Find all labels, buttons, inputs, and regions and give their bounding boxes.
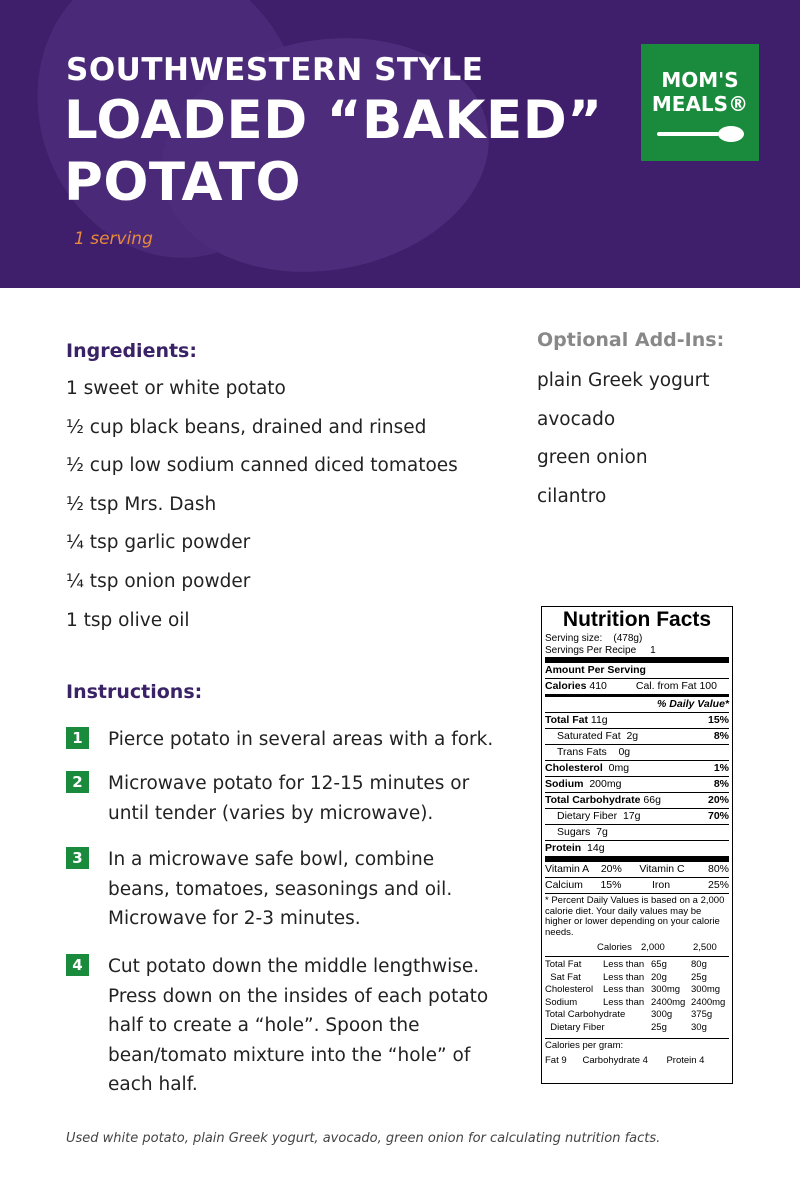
ref-cell: 300mg xyxy=(691,984,721,995)
daily-value-label: % Daily Value* xyxy=(657,698,729,710)
nutrition-title: Nutrition Facts xyxy=(562,608,712,631)
total-fat-value: 11g xyxy=(590,714,608,726)
reference-row xyxy=(545,1022,729,1035)
ref-cell: 20g xyxy=(651,971,667,983)
nutrition-basis-footnote: Used white potato, plain Greek yogurt, avocado, green onion for calculating nutrition facts. xyxy=(66,1131,661,1146)
ref-cell: 2400mg xyxy=(691,996,726,1008)
step-text: Cut potato down the middle lengthwise. Press down on the insides of each potato half to create a “hole”. Spoon the bean/tomato mixture into the “hole” of each half. xyxy=(108,956,489,1095)
recipe-subtitle: SOUTHWESTERN STYLE xyxy=(66,52,484,88)
sat-fat-dv: 8% xyxy=(713,730,729,742)
addins-heading: Optional Add-Ins: xyxy=(537,329,725,351)
fiber-label: Dietary Fiber xyxy=(557,810,618,822)
ref-cell: 65g xyxy=(651,959,667,970)
serving-size-label: Serving size: xyxy=(545,633,603,644)
vitamin-c-label: Vitamin C xyxy=(639,863,685,875)
step-number-badge: 3 xyxy=(66,847,89,869)
spoon-icon xyxy=(655,124,745,144)
addins-list xyxy=(537,362,709,516)
instructions-heading: Instructions: xyxy=(66,681,203,703)
sodium-dv: 8% xyxy=(713,778,729,790)
calcium-value: 15% xyxy=(600,879,622,891)
total-fat-dv: 15% xyxy=(707,714,729,726)
servings-value: 1 xyxy=(650,645,656,656)
ingredient-item: 1 tsp olive oil xyxy=(66,609,190,631)
servings-label: Servings Per Recipe xyxy=(545,645,637,656)
serving-count: 1 serving xyxy=(74,229,153,249)
cholesterol-row xyxy=(545,760,729,776)
ref-cell: Less than xyxy=(603,971,645,983)
carb-value: 66g xyxy=(643,794,661,806)
recipe-header xyxy=(0,0,800,288)
ref-header-cell: 2,000 xyxy=(641,942,665,953)
vitamin-a-value: 20% xyxy=(600,863,622,875)
calories-value: 410 xyxy=(589,680,607,692)
ref-cell: 2400mg xyxy=(651,996,686,1008)
step-text: In a microwave safe bowl, combine beans, tomatoes, seasonings and oil. Microwave for 2-3 minutes. xyxy=(108,849,453,929)
total-fat-row xyxy=(545,712,729,728)
logo-text-line1: MOM'S xyxy=(661,68,739,92)
reference-table xyxy=(545,956,729,1034)
ingredients-list xyxy=(66,370,458,640)
ingredient-item: ½ cup low sodium canned diced tomatoes xyxy=(66,455,458,477)
ref-cell: Sodium xyxy=(545,996,578,1008)
moms-meals-logo xyxy=(641,44,759,161)
carb-dv: 20% xyxy=(707,794,729,806)
total-fat-label: Total Fat xyxy=(545,714,588,726)
reference-row xyxy=(545,1009,729,1022)
reference-row xyxy=(545,984,729,997)
fiber-value: 17g xyxy=(622,810,641,822)
sugars-value: 7g xyxy=(596,826,608,838)
trans-fat-label: Trans Fats xyxy=(557,746,607,758)
reference-header-row xyxy=(545,940,729,956)
cholesterol-dv: 1% xyxy=(713,762,729,774)
protein-value: 14g xyxy=(587,842,605,854)
cholesterol-value: 0mg xyxy=(608,762,630,774)
protein-label: Protein xyxy=(545,842,582,854)
cholesterol-label: Cholesterol xyxy=(545,762,603,774)
step-number-badge: 4 xyxy=(66,954,89,976)
protein-row xyxy=(545,840,729,856)
sodium-row xyxy=(545,776,729,792)
recipe-title-line1: LOADED “BAKED” xyxy=(64,90,603,151)
ref-cell: Total Carbohydrate xyxy=(545,1009,626,1020)
logo-text-line2: MEALS® xyxy=(651,92,749,116)
step-number-badge: 1 xyxy=(66,727,89,749)
vitamin-c-value: 80% xyxy=(707,863,729,875)
calories-per-gram-values: Fat 9 Carbohydrate 4 Protein 4 xyxy=(545,1054,705,1066)
iron-label: Iron xyxy=(651,879,671,891)
ref-cell: 80g xyxy=(691,959,707,970)
calories-label: Calories xyxy=(545,680,587,692)
iron-value: 25% xyxy=(707,879,729,891)
fiber-dv: 70% xyxy=(707,810,729,822)
ref-cell: 375g xyxy=(691,1009,713,1020)
trans-fat-row xyxy=(545,744,729,760)
ref-cell: Total Fat xyxy=(545,959,582,970)
carb-row xyxy=(545,792,729,808)
ref-cell: 300g xyxy=(651,1009,673,1020)
ref-cell: 25g xyxy=(691,971,707,983)
ingredient-item: ¼ tsp onion powder xyxy=(66,570,251,592)
addin-item: avocado xyxy=(537,408,616,430)
cal-fat-value: 100 xyxy=(699,680,717,692)
ref-header-cell xyxy=(545,940,597,956)
ingredient-item: ¼ tsp garlic powder xyxy=(66,532,251,554)
ingredient-item: ½ tsp Mrs. Dash xyxy=(66,493,217,515)
recipe-title-line2: POTATO xyxy=(64,152,302,213)
reference-row xyxy=(545,972,729,985)
sugars-label: Sugars xyxy=(557,826,591,838)
sugars-row xyxy=(545,824,729,840)
sat-fat-value: 2g xyxy=(626,730,639,742)
step-text: Microwave potato for 12-15 minutes or until tender (varies by microwave). xyxy=(108,773,470,824)
ref-cell: 30g xyxy=(691,1021,707,1033)
trans-fat-value: 0g xyxy=(618,746,631,758)
step-text: Pierce potato in several areas with a fork. xyxy=(108,729,494,750)
vitamin-a-label: Vitamin A xyxy=(545,863,590,875)
calcium-label: Calcium xyxy=(545,879,583,891)
addin-item: green onion xyxy=(537,447,648,469)
carb-label: Total Carbohydrate xyxy=(545,794,641,806)
reference-row xyxy=(545,959,729,972)
ingredient-item: ½ cup black beans, drained and rinsed xyxy=(66,416,427,438)
addin-item: cilantro xyxy=(537,485,607,507)
ref-cell: 300mg xyxy=(651,984,681,995)
serving-size-value: (478g) xyxy=(613,633,643,644)
ref-cell: 25g xyxy=(651,1021,667,1033)
amount-row xyxy=(545,657,729,678)
daily-value-footnote: * Percent Daily Values is based on a 2,000 calorie diet. Your daily values may be higher or lower depending on your calorie needs. xyxy=(545,893,729,940)
nutrition-facts-label xyxy=(541,606,733,1084)
reference-row xyxy=(545,997,729,1010)
calories-per-gram-label: Calories per gram: xyxy=(545,1038,729,1054)
mineral-row xyxy=(545,877,729,893)
servings-row xyxy=(545,645,729,657)
ref-cell: Less than xyxy=(603,996,645,1008)
sodium-value: 200mg xyxy=(589,778,622,790)
addin-item: plain Greek yogurt xyxy=(537,370,710,391)
ref-cell: Less than xyxy=(603,984,645,995)
sodium-label: Sodium xyxy=(545,778,584,790)
sat-fat-label: Saturated Fat xyxy=(557,730,621,742)
ref-cell: Sat Fat xyxy=(545,971,581,983)
serving-size-row xyxy=(545,633,729,645)
ref-cell: Cholesterol xyxy=(545,984,594,995)
sat-fat-row xyxy=(545,728,729,744)
fiber-row xyxy=(545,808,729,824)
ref-cell: Less than xyxy=(603,959,645,970)
ref-header-cell: Calories xyxy=(597,942,632,953)
ref-cell: Dietary Fiber xyxy=(545,1021,605,1033)
ingredient-item: 1 sweet or white potato xyxy=(66,378,286,399)
calories-row xyxy=(545,678,729,694)
daily-value-header xyxy=(545,694,729,712)
ingredients-heading: Ingredients: xyxy=(66,340,197,362)
vitamin-row xyxy=(545,856,729,877)
cal-fat-label: Cal. from Fat xyxy=(635,680,697,692)
amount-label: Amount Per Serving xyxy=(545,664,646,676)
step-number-badge: 2 xyxy=(66,771,89,793)
ref-header-cell: 2,500 xyxy=(693,942,717,953)
